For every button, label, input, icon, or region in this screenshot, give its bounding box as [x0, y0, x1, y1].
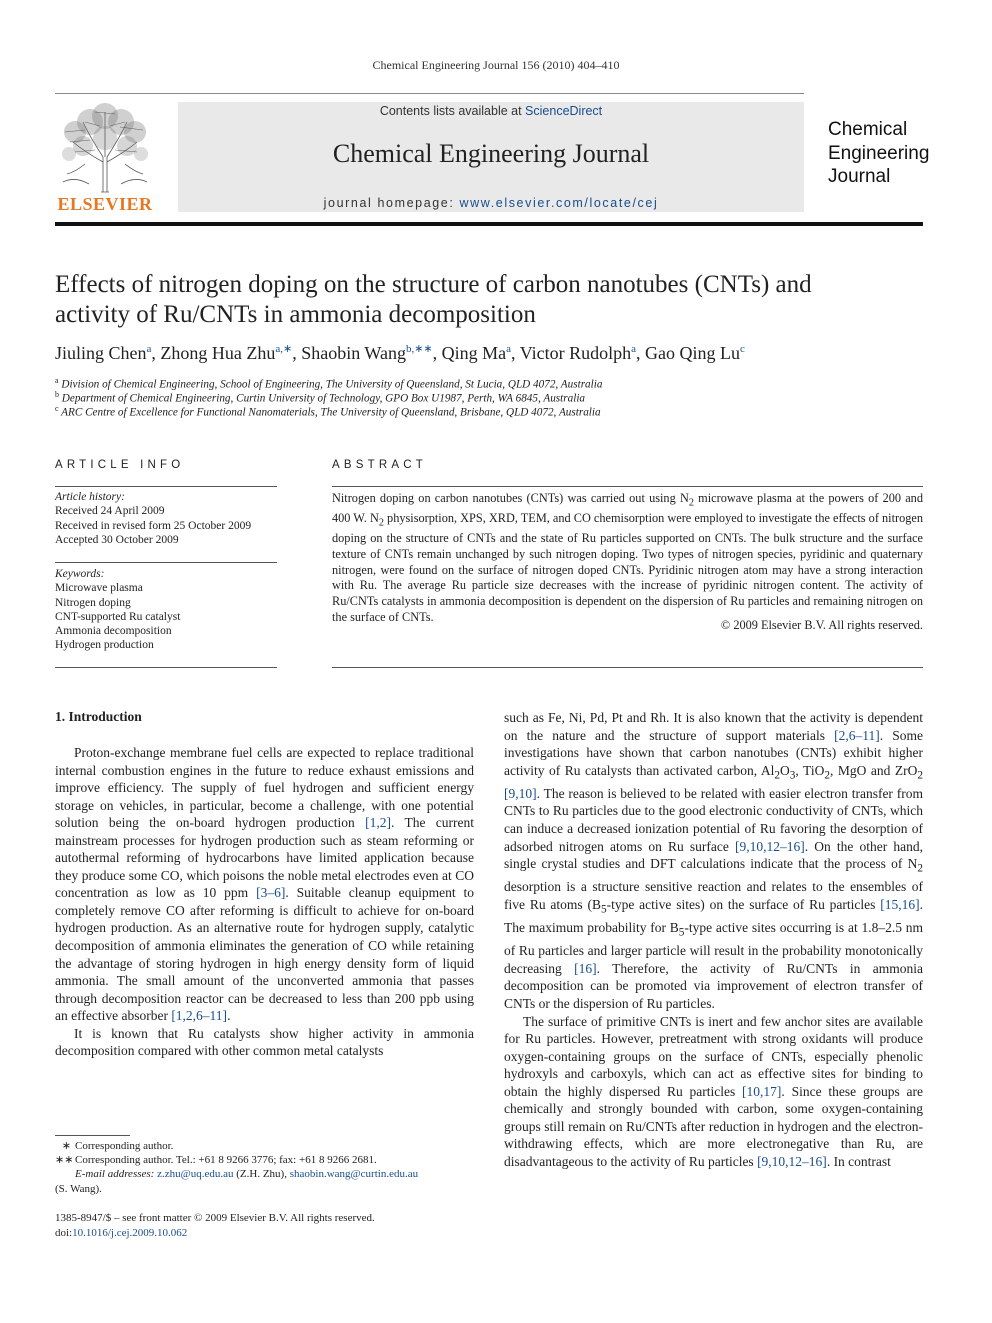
keyword-item: CNT-supported Ru catalyst [55, 610, 181, 623]
text-segment: . Some investigations have shown that carbon nanotubes (CNTs) exhibit higher activity of Ru catalysts than activated carbon, Al [504, 727, 923, 778]
body-paragraph [504, 1013, 923, 1171]
author-name[interactable]: Victor Rudolph [519, 343, 632, 363]
affiliation-text: ARC Centre of Excellence for Functional Nanomaterials, The University of Queensland, Brisbane, QLD 4072, Australia [61, 406, 601, 419]
doi-link[interactable]: 10.1016/j.cej.2009.10.062 [72, 1227, 188, 1239]
abstract-segment: physisorption, XPS, XRD, TEM, and CO chemisorption were employed to investigate the effects of nitrogen doping on the structure of CNTs and the state of Ru particles supported on CNTs. The bulk structure and the surface texture of CNTs remain unchanged by such nitrogen doping. Two types of nitrogen species, pyridinic and quaternary nitrogen, were found on the surface of nitrogen doped CNTs. Pyridinic nitrogen atom may have a strong interaction with Ru. The average Ru particle size decreases with the increase of pyridinic nitrogen content. The activity of Ru/CNTs catalysts in ammonia decomposition is dependent on the dispersion of Ru particles and remaining nitrogen on the surface of CNTs. [332, 511, 923, 624]
front-matter-lines [55, 1211, 475, 1241]
author-list: Jiuling Chen$^a$, Zhong Hua Zhu$^{a,∗}$, Shaobin Wang$^{b,∗∗}$, Qing Ma$^a$, Victor Rudolph$^a$, Gao Qing Lu$^c$ [55, 343, 745, 363]
abstract-bottom-rule [332, 667, 923, 668]
article-title [55, 270, 923, 329]
body-column-left [55, 744, 474, 1060]
article-info-rule [55, 486, 277, 487]
keywords-label: Keywords: [55, 568, 105, 580]
footnote-text: Corresponding author. [75, 1140, 174, 1152]
footnote-text: Corresponding author. Tel.: +61 8 9266 3776; fax: +61 8 9266 2681. [75, 1154, 377, 1167]
affiliation-text: Department of Chemical Engineering, Curtin University of Technology, GPO Box U1987, Perth, WA 6845, Australia [61, 392, 586, 405]
author-affiliation-mark: a [631, 343, 637, 355]
issn-line: 1385-8947/$ – see front matter © 2009 Elsevier B.V. All rights reserved. [55, 1212, 375, 1224]
subscript: 2 [378, 517, 384, 529]
abstract-segment: Nitrogen doping on carbon nanotubes (CNTs) was carried out using N [332, 491, 689, 505]
text-segment: . The reason is believed to be related with easier electron transfer from CNTs to Ru particles due to the good electronic conductivity of CNTs, which can induce a decreased ionization potential of Ru favoring the desorption of adsorbed nitrogen atoms on Ru surface [504, 785, 923, 854]
homepage-prefix: journal homepage: [323, 196, 460, 210]
text-segment: The surface of primitive CNTs is inert and few anchor sites are available for Ru particles. However, pretreatment with strong oxidants will produce oxygen-containing groups on the surface of CNTs, especially phenolic hydroxyls and carboxyls, which can act as effective sites for binding to obtain the highly dispersed Ru particles [504, 1013, 923, 1099]
citation-link[interactable]: [16] [574, 960, 597, 976]
author-affiliation-mark: a [506, 343, 512, 355]
abstract-copyright: © 2009 Elsevier B.V. All rights reserved. [720, 618, 923, 632]
cover-title-line: Chemical [828, 119, 908, 140]
subscript: 5 [600, 903, 607, 916]
abstract-rule [332, 486, 923, 487]
subscript: 2 [824, 769, 830, 782]
keywords-rule [55, 562, 277, 563]
contents-prefix: Contents lists available at [379, 104, 526, 118]
author-name[interactable]: Qing Ma [441, 343, 507, 363]
subscript: 3 [789, 769, 796, 782]
email-link[interactable]: z.zhu@uq.edu.au [157, 1168, 234, 1181]
abstract-text [332, 491, 923, 626]
history-item: Received 24 April 2009 [55, 505, 165, 518]
citation-link[interactable]: [1,2] [365, 815, 391, 831]
tree-logo-icon [55, 102, 155, 194]
author-affiliation-mark: c [740, 343, 745, 355]
affiliation-text: Division of Chemical Engineering, School of Engineering, The University of Queensland, St Lucia, QLD 4072, Australia [61, 378, 603, 391]
subscript: 2 [688, 497, 694, 509]
citation-link[interactable]: [9,10,12–16] [734, 838, 805, 854]
abstract-segment: microwave plasma at the powers of 200 and 400 W. N [332, 491, 923, 526]
keyword-item: Nitrogen doping [55, 596, 131, 609]
history-item: Accepted 30 October 2009 [55, 533, 179, 546]
footnote-mark: ∗∗ [55, 1154, 74, 1167]
journal-name: Chemical Engineering Journal [332, 139, 650, 168]
cover-title-line: Journal [828, 166, 891, 187]
author-affiliation-mark: a [146, 343, 152, 355]
affiliation-mark: b [55, 390, 59, 399]
citation-link[interactable]: [2,6–11] [834, 727, 880, 743]
homepage-link[interactable]: www.elsevier.com/locate/cej [459, 196, 659, 210]
author-name[interactable]: Zhong Hua Zhu [160, 343, 276, 363]
body-column-right [504, 709, 923, 1170]
section-heading-introduction: 1. Introduction [55, 709, 142, 724]
history-item: Received in revised form 25 October 2009 [55, 519, 252, 532]
footnote-mark: ∗ [61, 1140, 71, 1152]
sciencedirect-link[interactable]: ScienceDirect [525, 104, 603, 118]
citation-link[interactable]: [9,10] [504, 785, 537, 801]
citation-link[interactable]: [1,2,6–11] [171, 1008, 228, 1024]
journal-homepage [178, 196, 804, 210]
history-label: Article history: [55, 491, 125, 503]
article-info-bottom-rule [55, 667, 277, 668]
header-divider [55, 222, 923, 226]
article-history [55, 490, 277, 547]
text-segment: -type active sites) on the surface of Ru particles [606, 896, 881, 912]
text-segment: such as Fe, Ni, Pd, Pt and Rh. It is also known that the activity is dependent on the nature and the structure of support materials [504, 710, 923, 743]
subscript: 2 [917, 862, 923, 875]
citation-link[interactable]: [3–6] [256, 885, 286, 901]
author-affiliation-mark: b,∗∗ [405, 343, 433, 355]
affiliation [55, 376, 923, 391]
affiliation-mark: a [55, 376, 59, 385]
cover-title-line: Engineering [828, 142, 930, 164]
text-segment: . The maximum probability for B [504, 896, 923, 936]
publisher-wordmark: ELSEVIER [57, 194, 153, 214]
subscript: 2 [917, 769, 923, 782]
keyword-item: Ammonia decomposition [55, 625, 172, 638]
footnote [55, 1139, 475, 1153]
doi-prefix: doi: [55, 1227, 73, 1239]
journal-citation: Chemical Engineering Journal 156 (2010) 404–410 [372, 58, 620, 72]
article-title-line: activity of Ru/CNTs in ammonia decomposition [55, 300, 536, 328]
text-segment: , TiO [795, 762, 825, 778]
article-title-line: Effects of nitrogen doping on the structure of carbon nanotubes (CNTs) and [55, 271, 812, 298]
email-label: E-mail addresses: [75, 1168, 155, 1181]
text-segment: . In contrast [826, 1153, 891, 1169]
body-paragraph [504, 709, 923, 1013]
abstract-heading: ABSTRACT [332, 459, 427, 471]
text-segment: . On the other hand, single crystal studies and DFT calculations indicate that the process of N [504, 838, 923, 872]
keywords [55, 567, 277, 653]
footnotes [55, 1139, 475, 1196]
footnote-rule [55, 1135, 130, 1136]
text-segment: . Since these groups are chemically and strongly bounded with carbon, some oxygen-containing groups still remain on Ru/CNTs after reduction in hydrogen and the electron-withdrawing effects, which are more electronegative than Ru, are disadvantageous to the activity of Ru particles [504, 1083, 923, 1169]
keyword-item: Hydrogen production [55, 639, 154, 652]
keyword-item: Microwave plasma [55, 582, 143, 595]
email-owner: (Z.H. Zhu), [233, 1168, 290, 1181]
citation-link[interactable]: [10,17] [742, 1083, 782, 1099]
author-name[interactable]: Shaobin Wang [301, 343, 406, 363]
email-link[interactable]: shaobin.wang@curtin.edu.au [289, 1168, 419, 1181]
email-owner: (S. Wang). [55, 1182, 102, 1195]
author-name[interactable]: Jiuling Chen [55, 343, 147, 363]
author-name[interactable]: Gao Qing Lu [645, 343, 741, 363]
citation-link[interactable]: [15,16] [880, 896, 920, 912]
journal-cover-title[interactable] [828, 118, 938, 189]
footnote-emails [55, 1167, 475, 1181]
text-segment: . The current mainstream processes for hydrogen production such as steam reforming or autothermal reforming of hydrocarbons have limited application because they produce some CO, which poisons the noble metal electrodes even at CO concentration as low as 10 ppm [55, 815, 474, 901]
text-segment: Proton-exchange membrane fuel cells are expected to replace traditional internal combustion engines in the future to reduce exhaust emissions and improve efficiency. The supply of fuel hydrogen and sufficient energy storage on vehicles, in particular, become a challenge, with one potential solution being the on-board hydrogen production [55, 745, 474, 831]
header-top-rule [55, 93, 804, 94]
text-segment: . Therefore, the activity of Ru/CNTs in ammonia decomposition can be promoted via improvement of electron transfer of CNTs or the dispersion of Ru particles. [504, 960, 924, 1011]
footnote [55, 1153, 475, 1167]
article-info-heading: ARTICLE INFO [55, 459, 185, 471]
subscript: 5 [678, 926, 685, 939]
affiliation-mark: c [55, 404, 59, 413]
body-paragraph: It is known that Ru catalysts show higher activity in ammonia decomposition compared with other common metal catalysts [55, 1025, 474, 1059]
subscript: 2 [774, 769, 781, 782]
author-affiliation-mark: a,∗ [275, 343, 293, 355]
doi-line [55, 1226, 475, 1241]
text-segment: O [780, 762, 790, 778]
text-segment: , MgO and ZrO [829, 762, 918, 778]
body-paragraph [55, 744, 474, 1025]
affiliation [55, 404, 923, 419]
text-segment: . Suitable cleanup equipment to completely remove CO after reforming is difficult to achieve for on-board hydrogen production. As an alternative route for hydrogen supply, catalytic decomposition of ammonia eliminates the generation of CO while retaining the advantage of storing hydrogen in high energy density form of liquid ammonia. The small amount of the unconverted ammonia that passes through decomposition reactor can be decreased to less than 200 ppb using an effective absorber [55, 885, 474, 1024]
citation-link[interactable]: [9,10,12–16] [757, 1153, 827, 1169]
text-segment: -type active sites occurring is at 1.8–2.5 nm of Ru particles and larger particle will result in the probability monotonically decreasing [504, 920, 923, 976]
text-segment: . [227, 1008, 231, 1024]
text-segment: desorption is a structure sensitive reaction and relates to the ensembles of five Ru atoms (B [504, 879, 923, 912]
affiliation [55, 390, 923, 405]
contents-availability [178, 104, 804, 118]
